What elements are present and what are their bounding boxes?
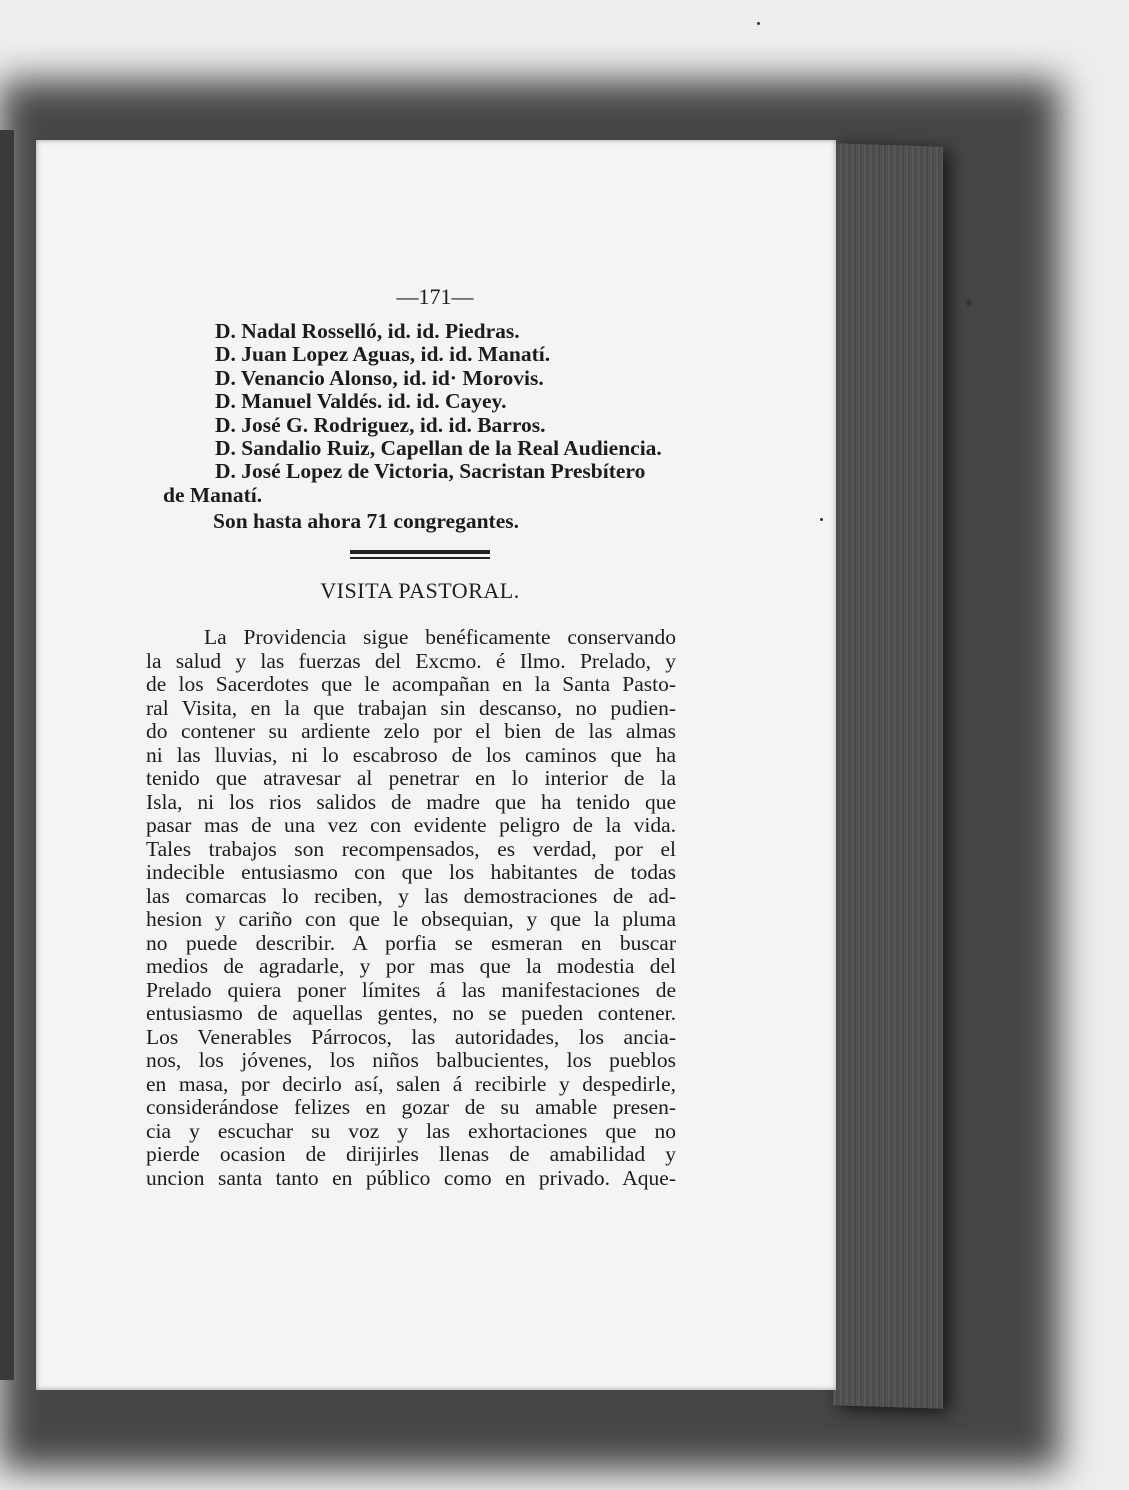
facing-page-edge <box>0 130 14 1380</box>
paragraph-line: en masa, por decirlo así, salen á recibirle y despedirle, <box>146 1071 676 1096</box>
page-number: —171— <box>396 284 474 309</box>
list-item: D. Manuel Valdés. id. id. Cayey. <box>215 389 507 414</box>
section-title: VISITA PASTORAL. <box>320 578 520 603</box>
congregants-total: Son hasta ahora 71 congregantes. <box>213 509 519 534</box>
paragraph-line: pasar mas de una vez con evidente peligro de la vida. <box>146 813 676 837</box>
paragraph-line: ral Visita, en la que trabajan sin descanso, no pudien- <box>146 695 676 720</box>
paragraph-line: de los Sacerdotes que le acompañan en la Santa Pasto- <box>146 672 676 696</box>
paragraph-line: La Providencia sigue benéficamente conservando <box>204 625 676 649</box>
paragraph-line: Prelado quiera poner límites á las manifestaciones de <box>146 977 676 1002</box>
paragraph-line: Los Venerables Párrocos, las autoridades, los ancia- <box>146 1024 676 1049</box>
paragraph-line: Tales trabajos son recompensados, es verdad, por el <box>146 836 676 861</box>
list-item: D. Sandalio Ruiz, Capellan de la Real Audiencia. <box>215 436 662 461</box>
section-divider <box>350 550 490 554</box>
paragraph-line: Isla, ni los rios salidos de madre que ha tenido que <box>146 789 676 814</box>
paragraph-line: no puede describir. A porfia se esmeran en buscar <box>146 930 676 955</box>
paragraph-line: cia y escuchar su voz y las exhortaciones que no <box>146 1118 676 1143</box>
body-paragraph <box>146 626 676 1190</box>
list-item: D. Nadal Rosselló, id. id. Piedras. <box>215 319 520 343</box>
book-page-edges <box>833 143 943 1408</box>
paragraph-line: pierde ocasion de dirijirles llenas de amabilidad y <box>146 1142 676 1166</box>
paragraph-line: nos, los jóvenes, los niños balbucientes, los pueblos <box>146 1048 676 1072</box>
paragraph-line: las comarcas lo reciben, y las demostraciones de ad- <box>146 883 676 908</box>
paragraph-line: entusiasmo de aquellas gentes, no se pueden contener. <box>146 1001 676 1025</box>
paragraph-line: medios de agradarle, y por mas que la modestia del <box>146 954 676 978</box>
paragraph-line: tenido que atravesar al penetrar en lo interior de la <box>146 766 676 790</box>
paragraph-line: considerándose felizes en gozar de su amable presen- <box>146 1095 676 1119</box>
scan-speck <box>966 300 972 306</box>
paragraph-line: hesion y cariño con que le obsequian, y que la pluma <box>146 907 676 931</box>
list-item: D. Juan Lopez Aguas, id. id. Manatí. <box>215 342 551 367</box>
paragraph-line: uncion santa tanto en público como en privado. Aque- <box>146 1165 676 1190</box>
scan-speck <box>757 22 760 25</box>
paragraph-line: indecible entusiasmo con que los habitantes de todas <box>146 860 676 884</box>
list-item: D. José Lopez de Victoria, Sacristan Presbítero <box>215 459 646 484</box>
paragraph-line: do contener su ardiente zelo por el bien de las almas <box>146 719 676 743</box>
paragraph-line: ni las lluvias, ni lo escabroso de los caminos que ha <box>146 742 676 767</box>
congregant-list <box>163 320 683 534</box>
list-item: D. Venancio Alonso, id. id· Morovis. <box>215 365 544 390</box>
list-item-continuation: de Manatí. <box>163 482 263 507</box>
scan-speck <box>820 518 823 521</box>
section-divider-thin <box>350 557 490 559</box>
paragraph-line: la salud y las fuerzas del Excmo. é Ilmo. Prelado, y <box>146 648 676 673</box>
list-item: D. José G. Rodriguez, id. id. Barros. <box>215 412 546 437</box>
